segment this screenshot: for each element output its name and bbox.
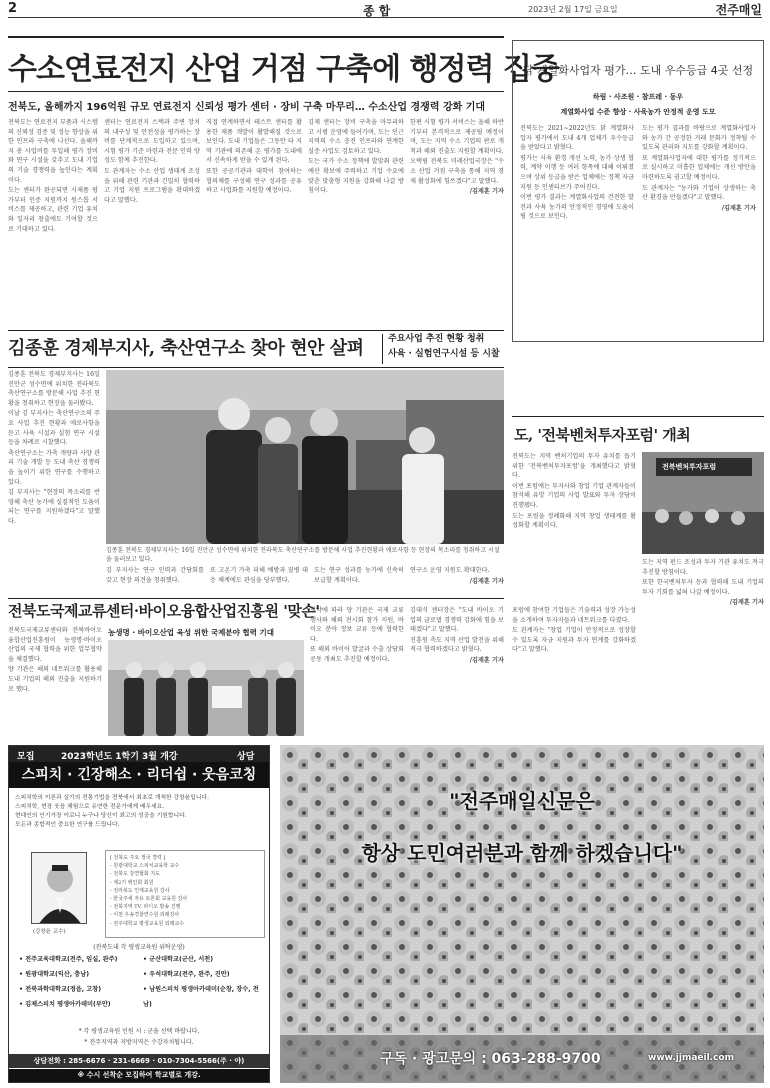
story3-top-rule [8, 598, 504, 599]
story2-body-col-1: 김종훈 전북도 경제부지사는 16일 진안군 성수면에 위치한 전라북도 축산연구소를 방문해 사업 추진 현황을 청취하고 현장을 둘러봤다. 이날 김 부지사는 축산연구소의 주요 사업 추진 현황과 애로사항을 듣고 사육 시설과 실험 연구 시설 등을 차례로 시찰했다. 축산연구소는 가축 개량과 사양 관리 기술 개발 등 도내 축산 경쟁력을 높이기 위한 연구를 수행하고 있다. 김 부지사는 "현장의 목소리를 반영해 축산 농가에 실질적인 도움이 되는 연구를 지원하겠다"고 말했다. [8, 371, 100, 525]
instructor-career-list [105, 850, 265, 938]
career-line: - 전북지역 TV. 라디오 방송 진행 [110, 904, 181, 911]
story2-headline: 김종훈 경제부지사, 축산연구소 찾아 현안 살펴 [8, 338, 364, 359]
story2-kicker-2: 사육 · 실험연구시설 등 시찰 [388, 349, 500, 359]
side-body-col-1: 전북도는 2021~2022년도 닭 계열화사업자 평가에서 도내 4개 업체가 우수등급을 받았다고 밝혔다. 평가는 사육 환경 개선 노력, 농가 상생 협력, 계약 이행 등 여러 항목에 대해 이뤄졌으며 상위 등급을 받은 업체에는 정책 자금 지원 등 인센티브가 주어진다. 이번 평가 결과는 계열화사업의 건전한 발전과 사육 농가의 안정적인 경영에 도움이 될 것으로 보인다. [520, 125, 634, 221]
forum-body-col-1: 전북도는 지역 벤처기업의 투자 유치를 돕기 위한 '전북벤처투자포럼'을 개최했다고 밝혔다. 이번 포럼에는 투자사와 창업 기업 관계자들이 참석해 유망 기업의 사업 발표와 투자 상담이 진행됐다. 도는 포럼을 정례화해 지역 창업 생태계를 활성화할 계획이다. [512, 453, 636, 530]
story3-body-col-2: 협약에 따라 양 기관은 국제 교류 행사와 해외 전시회 참가 지원, 바이오 분야 정보 교류 등에 협력한다. 또 해외 바이어 발굴과 수출 상담회 공동 개최도 추진할 예정이다. [310, 607, 404, 663]
headline-rule [8, 36, 504, 38]
side-subtitle: 계열화사업 수준 향상 · 사육농가 안정적 운영 도모 [560, 108, 716, 116]
ad-top-strip [9, 746, 269, 762]
masthead [8, 0, 762, 18]
forum-banner-text: 전북벤처투자포럼 [662, 463, 717, 471]
story3-headline: 전북도국제교류센터·바이오융합산업진흥원 '맞손' [8, 602, 320, 620]
story2-body-col-3: 또 고온기 가축 피해 예방과 질병 대응 체계에도 관심을 당부했다. [210, 567, 308, 584]
portrait-caption: (강창윤 교수) [33, 929, 66, 935]
story2-divider [382, 334, 383, 364]
forum-photo [642, 452, 764, 554]
lead-headline: 수소연료전지 산업 거점 구축에 행정력 집중 [8, 52, 559, 87]
academy-advertisement [8, 745, 270, 1083]
forum-byline: /김재훈 기자 [729, 599, 764, 607]
side-body-col-2: 도는 평가 결과를 바탕으로 계열화사업자와 농가 간 공정한 거래 문화가 정착될 수 있도록 관리와 지도를 강화할 계획이다. 또 계열화사업자에 대한 평가를 정기적으로 실시하고 미흡한 업체에는 개선 방안을 마련하도록 권고할 예정이다. 도 관계자는 "농가와 기업이 상생하는 축산 환경을 만들겠다"고 말했다. /김재훈 기자 [642, 125, 756, 212]
career-line: - 전라북도 인재교육원 강사 [110, 887, 170, 894]
issue-date: 2023년 2월 17일 금요일 [528, 5, 618, 14]
branch-item: • 군산대학교(군산, 서천) [143, 956, 214, 963]
story2-byline: /김재훈 기자 [469, 577, 504, 585]
story3-byline: /김재훈 기자 [469, 656, 504, 664]
career-line: - 전주대학교 평생교육원 외래교수 [110, 920, 185, 927]
ad-intro-line: 모든과 종합적인 중요한 연구를 드립니다. [15, 822, 120, 828]
forum-body-col-3: 도는 지역 펀드 조성과 투자 기관 유치도 적극 추진할 방침이다. 또한 한국벤처투자 등과 협력해 도내 기업의 투자 기회를 넓혀 나갈 예정이다. /김재훈 기자 [642, 559, 764, 607]
side-byline: /김재훈 기자 [721, 204, 756, 212]
story2-under-rule [8, 367, 504, 368]
branch-item: • 전북과학대학교(정읍, 고창) [19, 986, 102, 993]
branch-item: • 원광대학교(익산, 충남) [19, 971, 90, 978]
newspaper-brand: 전주매일 [715, 3, 762, 17]
forum-body-col-2: 포럼에 참여한 기업들은 기술력과 성장 가능성을 소개하며 투자자들과 네트워크를 다졌다. 도 관계자는 "창업 기업이 안정적으로 성장할 수 있도록 자금 지원과 투자 연계를 강화하겠다"고 말했다. [512, 607, 636, 654]
branch-item: • 김제스피치 평생아카데미(부안) [19, 1001, 111, 1008]
ad-phone-bar: 상담전화 : 285-6676 · 231-6669 · 010-7304-5566(주 · 야) [9, 1054, 269, 1068]
branch-item: • 전주교육대학교(전주, 임실, 완주) [19, 956, 118, 963]
forum-headline: 도, '전북벤처투자포럼' 개최 [514, 426, 691, 444]
inspection-photo-illustration [106, 370, 504, 544]
branch-item: • 남원스피치 평생아카데미(순창, 장수, 전남) [143, 986, 259, 1008]
instructor-portrait [31, 852, 87, 924]
story3-photo [108, 640, 304, 736]
ad-intro-line: 스피치학, 현장 웃음 체험으로 유연한 전문가에게 배우세요. [15, 804, 165, 810]
forum-top-rule [512, 416, 764, 417]
story3-body-col-3: 김대식 센터장은 "도내 바이오 기업의 글로벌 경쟁력 강화에 힘을 보태겠다"고 말했다. 진흥원 측도 지역 산업 발전을 위해 적극 협력하겠다고 밝혔다. /김재훈 기자 [410, 607, 504, 664]
career-line: - 원광대학교 스피치교육학 교수 [110, 863, 180, 870]
career-line: - 한국주세 자유 토론회 교육원 강사 [110, 896, 188, 903]
lead-body-col-2: 센터는 연료전지 스택과 주변 장치의 내구성 및 안전성을 평가하는 장비를 단계적으로 도입하고 있으며, 시험 평가 기준 마련과 전문 인력 양성도 함께 추진한다. 도 관계자는 수소 산업 생태계 조성을 위해 관련 기관과 긴밀히 협력하고 기업 지원 프로그램을 확대하겠다고 말했다. [104, 119, 200, 204]
career-line: - 전북도 강연협회 지도 [110, 871, 160, 878]
career-line: - 이천 우송경찰연수원 외래강사 [110, 912, 180, 919]
story2-top-rule [8, 330, 504, 331]
subscription-contact: 구독 · 광고문의 : 063-288-9700 [380, 1051, 601, 1067]
ad-term-label: 2023학년도 1학기 3월 개강 [61, 752, 178, 762]
story3-body-col-1: 전북도국제교류센터와 전북바이오융합산업진흥원이 농생명·바이오 산업의 국제 협력을 위한 업무협약을 체결했다. 양 기관은 해외 네트워크를 활용해 도내 기업의 해외 진출을 지원하기로 했다. [8, 627, 102, 693]
ad-footnote-2: * 전주지역과 지방지역은 수강자치됩니다. [84, 1039, 194, 1046]
ad-intro [15, 794, 263, 830]
slogan-line-1: "전주매일신문은 [449, 789, 595, 813]
section-name: 종 합 [363, 4, 391, 18]
side-headline: 닭 계열화사업자 평가… 도내 우수등급 4곳 선정 [522, 64, 754, 77]
page-number: 2 [8, 1, 18, 16]
career-line: - 제2기 백인회 회원 [110, 879, 154, 886]
ad-intro-line: 현대인의 인기가장 이로니 누구나 당신이 최고의 성공을 기원합니다. [15, 813, 187, 819]
lead-body-col-5: 한편 시험 평가 서비스는 올해 하반기부터 본격적으로 제공될 예정이며, 도는 지역 수소 기업의 판로 개척과 해외 진출도 지원할 계획이다. 오택림 전북도 미래산업국장은 "수소 산업 거점 구축을 통해 지역 경제 활성화에 힘쓰겠다"고 말했다. /김재훈 기자 [410, 119, 504, 196]
ad-intro-line: 스피치학의 이론과 실기의 전통기법을 전북에서 최초로 개척한 강창윤입니다. [15, 795, 209, 801]
career-line: [ 전북도 주요 정국 경력 ] [110, 855, 166, 861]
ad-courses-banner: 스피치 · 긴장해소 · 리더쉽 · 웃음코칭 [9, 762, 269, 788]
slogan-line-2: 항상 도민여러분과 함께 하겠습니다" [361, 841, 683, 865]
branch-item: • 우석대학교(전주, 완주, 진안) [143, 971, 230, 978]
ad-consult-label: 상담 [237, 752, 255, 762]
agreement-photo-illustration [108, 640, 304, 736]
newspaper-advertisement [280, 745, 764, 1083]
ad-recruit-label: 모집 [17, 752, 35, 762]
lead-body-col-3: 직접 연계하면서 테스트 센터를 활용한 제품 개발이 활발해질 것으로 보인다. 도내 기업들은 그동안 타 지역 기관에 의존해 온 평가를 도내에서 신속하게 받을 수 있게 된다. 또한 공공기관과 대학이 참여하는 협의체를 구성해 연구 성과를 공유하고 사업화를 지원할 예정이다. [206, 119, 302, 195]
story2-body-col-4: 도는 연구 성과를 농가에 신속히 보급할 계획이다. [314, 567, 404, 584]
portrait-illustration [32, 853, 87, 924]
side-companies: 하림 · 사조원 · 참프레 · 동우 [592, 93, 684, 101]
lead-body-col-4: 김제 센터는 장비 구축을 마무리하고 시범 운영에 들어가며, 도는 인근 지역의 수소 충전 인프라와 연계한 실증 사업도 검토하고 있다. 도는 국가 수소 정책에 발맞춰 관련 예산 확보에 주력하고 기업 수요에 맞춘 맞춤형 지원을 강화해 나갈 방침이다. [308, 119, 404, 195]
story2-body-col-5: 연구소 운영 지원도 확대한다. /김재훈 기자 [410, 567, 504, 585]
story2-caption: 김종훈 전북도 경제부지사는 16일 진안군 성수면에 위치한 전라북도 축산연구소를 방문해 사업 추진현황과 애로사항 등 현장의 목소리를 청취하고 시설을 둘러보고 있다. [106, 547, 500, 563]
story3-kicker: 농생명 · 바이오산업 육성 위한 국제분야 협력 기대 [108, 628, 275, 637]
subhead-rule [8, 91, 504, 92]
ad-bottom-bar: ※ 수시 선착순 모집하여 학교별로 개강. [9, 1069, 269, 1082]
lead-byline: /김재훈 기자 [469, 188, 504, 196]
story2-body-col-2: 김 부지사는 연구 인력과 간담회를 갖고 현장 의견을 청취했다. [106, 567, 204, 584]
lead-body-col-1: 전북도는 연료전지 부품과 시스템의 신뢰성 검증 및 성능 향상을 위한 인프라 구축에 나선다. 올해까지 총 사업비를 투입해 평가 장비와 연구 시설을 갖추고 도내 기업의 기술 경쟁력을 높인다는 계획이다. 도는 센터가 완공되면 시제품 평가부터 인증 지원까지 원스톱 서비스를 제공하고, 관련 기업 유치와 일자리 창출에도 기여할 것으로 기대하고 있다. [8, 119, 98, 233]
website-url[interactable]: www.jjmaeil.com [648, 1053, 734, 1063]
ad-footnote-1: * 각 평생교육원 인원 시 : 군을 선택 바랍니다. [78, 1028, 200, 1035]
story2-kicker-1: 주요사업 추진 현황 청취 [388, 334, 485, 344]
lead-subhead: 전북도, 올해까지 196억원 규모 연료전지 신뢰성 평가 센터 · 장비 구축 마무리… 수소산업 경쟁력 강화 기대 [8, 102, 486, 113]
branch-note: (전북도내 각 평생교육원 위탁운영) [93, 944, 185, 951]
story2-photo [106, 370, 504, 544]
